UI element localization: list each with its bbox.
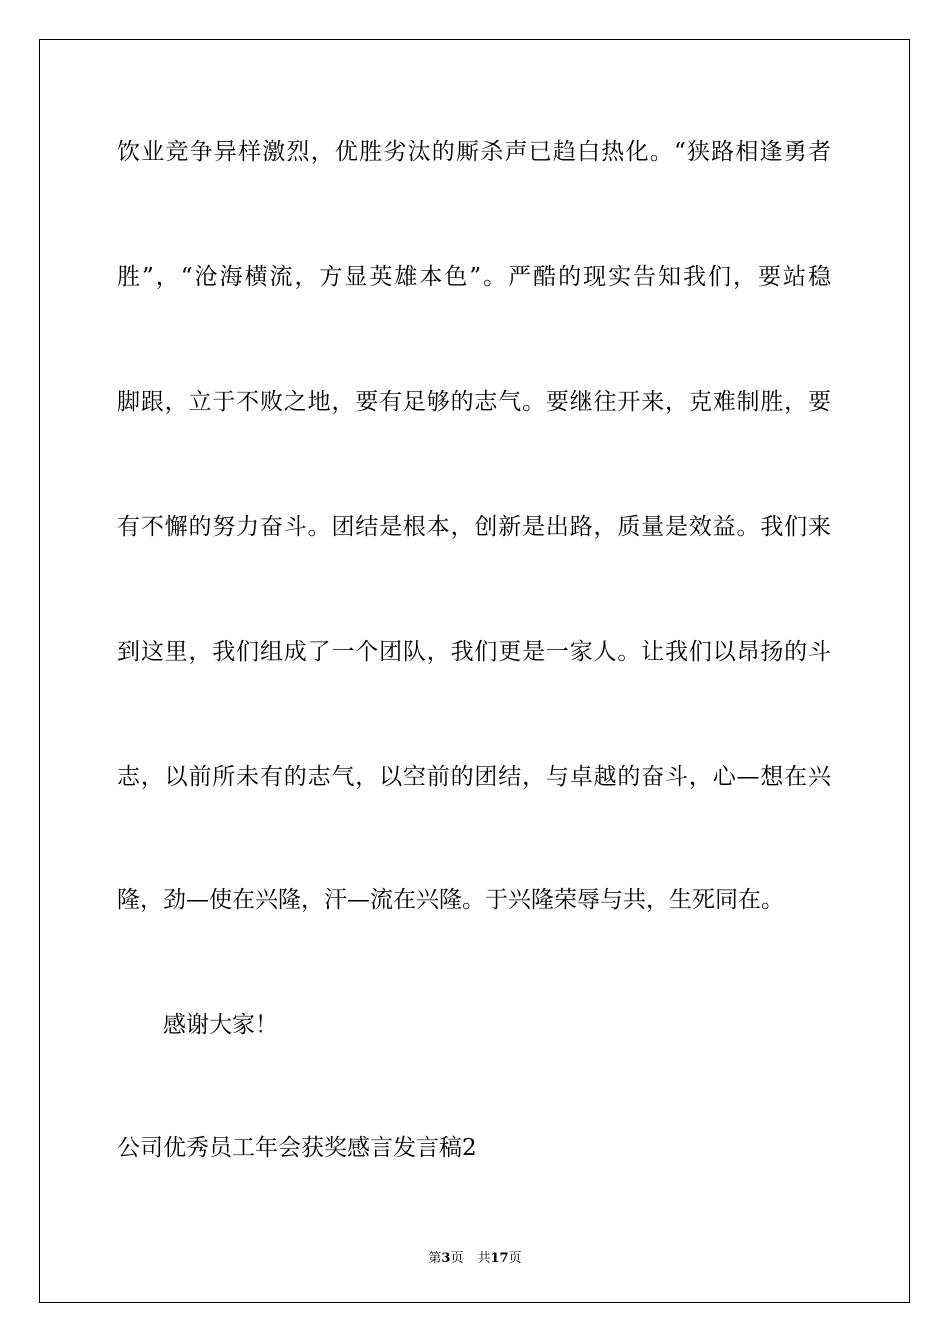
body-line-7: 隆，劲—使在兴隆，汗—流在兴隆。于兴隆荣辱与共，生死同在。 xyxy=(117,887,784,913)
page-footer xyxy=(0,1247,950,1266)
body-line-6: 志，以前所未有的志气，以空前的团结，与卓越的奋斗，心—想在兴 xyxy=(117,764,831,790)
footer-total-prefix: 共 xyxy=(477,1251,491,1266)
section-title: 公司优秀员工年会获奖感言发言稿2 xyxy=(117,1135,477,1161)
footer-page-current: 3 xyxy=(441,1251,451,1266)
page-border xyxy=(39,39,910,1303)
body-line-2: 胜”，“沧海横流，方显英雄本色”。严酷的现实告知我们，要站稳 xyxy=(117,264,831,290)
footer-total-suffix: 页 xyxy=(508,1251,522,1266)
footer-page-suffix: 页 xyxy=(450,1251,464,1266)
closing-line: 感谢大家！ xyxy=(163,1012,278,1038)
body-line-3: 脚跟，立于不败之地，要有足够的志气。要继往开来，克难制胜，要 xyxy=(117,389,831,415)
footer-page-prefix: 第 xyxy=(428,1251,442,1266)
body-line-1: 饮业竞争异样激烈，优胜劣汰的厮杀声已趋白热化。“狭路相逢勇者 xyxy=(117,139,831,165)
body-line-4: 有不懈的努力奋斗。团结是根本，创新是出路，质量是效益。我们来 xyxy=(117,514,831,540)
body-line-5: 到这里，我们组成了一个团队，我们更是一家人。让我们以昂扬的斗 xyxy=(117,639,831,665)
footer-page-total: 17 xyxy=(490,1251,509,1266)
